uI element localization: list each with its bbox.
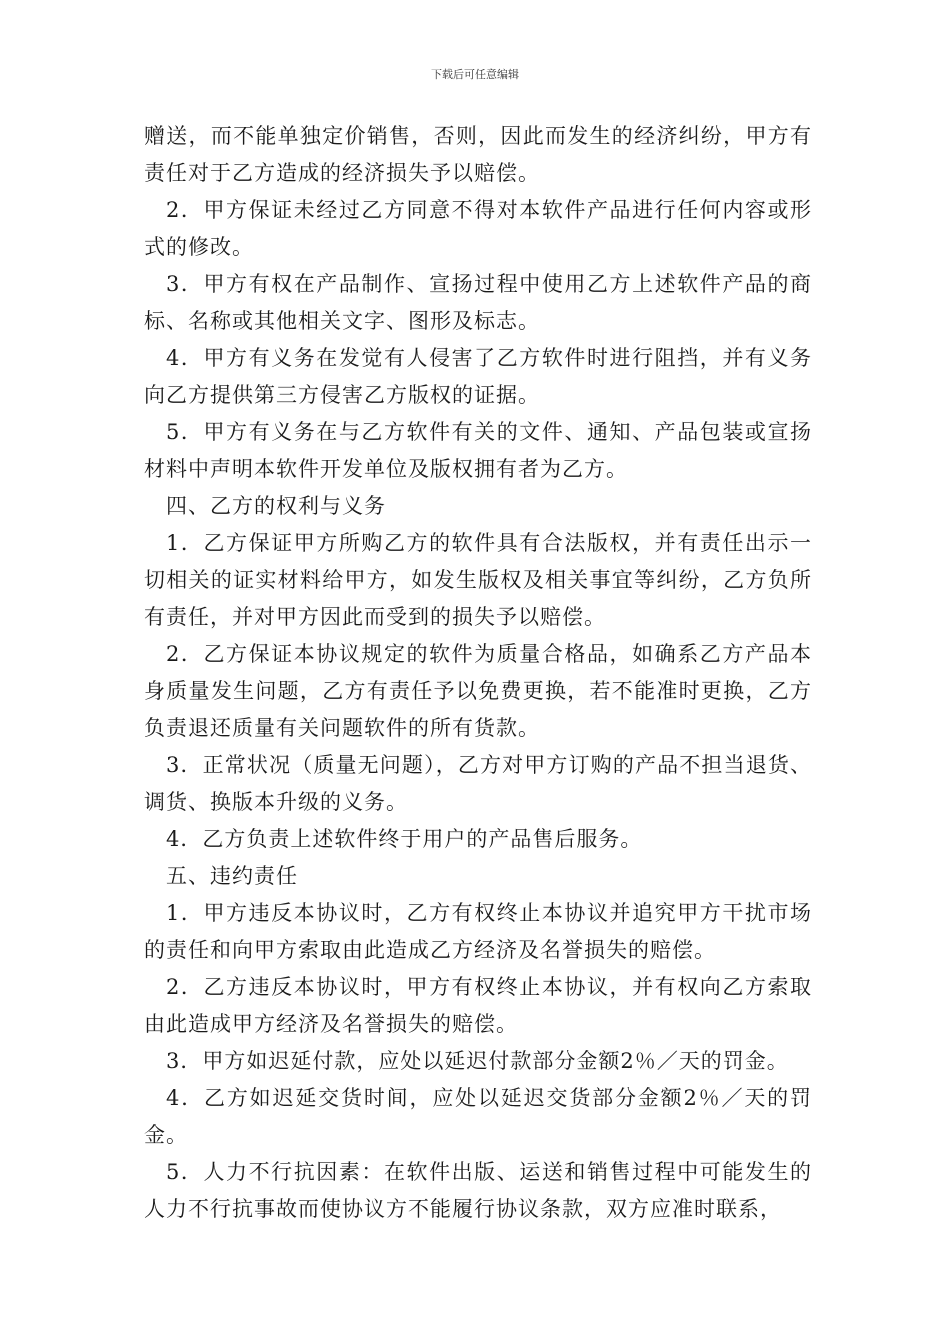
- clause-4-item-4: 4．乙方负责上述软件终于用户的产品售后服务。: [166, 827, 643, 851]
- clause-5-item-2: 2．乙方违反本协议时，甲方有权终止本协议，并有权向乙方索取由此造成甲方经济及名誉损失的赔偿。: [144, 975, 812, 1036]
- clause-5-item-5: 5．人力不行抗因素：在软件出版、运送和销售过程中可能发生的人力不行抗事故而使协议方不能履行协议条款，双方应准时联系，: [144, 1160, 812, 1221]
- clause-3-item-5: 5．甲方有义务在与乙方软件有关的文件、通知、产品包装或宣扬材料中声明本软件开发单位及版权拥有者为乙方。: [144, 420, 812, 481]
- paragraph-continuation: 赠送，而不能单独定价销售，否则，因此而发生的经济纠纷，甲方有责任对于乙方造成的经济损失予以赔偿。: [144, 124, 812, 185]
- clause-5-item-3: 3．甲方如迟延付款，应处以延迟付款部分金额2％／天的罚金。: [166, 1049, 789, 1073]
- clause-3-item-3: 3．甲方有权在产品制作、宣扬过程中使用乙方上述软件产品的商标、名称或其他相关文字、图形及标志。: [144, 272, 812, 333]
- header-note: 下载后可任意编辑: [431, 68, 519, 81]
- clause-4-item-1: 1．乙方保证甲方所购乙方的软件具有合法版权，并有责任出示一切相关的证实材料给甲方，如发生版权及相关事宜等纠纷，乙方负所有责任，并对甲方因此而受到的损失予以赔偿。: [144, 531, 812, 629]
- clause-3-item-4: 4．甲方有义务在发觉有人侵害了乙方软件时进行阻挡，并有义务向乙方提供第三方侵害乙方版权的证据。: [144, 346, 812, 407]
- clause-4-item-2: 2．乙方保证本协议规定的软件为质量合格品，如确系乙方产品本身质量发生问题，乙方有责任予以免费更换，若不能准时更换，乙方负责退还质量有关问题软件的所有货款。: [144, 642, 812, 740]
- document-body: [144, 118, 812, 1228]
- clause-5-item-4: 4．乙方如迟延交货时间，应处以延迟交货部分金额2％／天的罚金。: [144, 1086, 812, 1147]
- clause-5-item-1: 1．甲方违反本协议时，乙方有权终止本协议并追究甲方干扰市场的责任和向甲方索取由此造成乙方经济及名誉损失的赔偿。: [144, 901, 812, 962]
- section-heading-5: 五、违约责任: [166, 864, 298, 888]
- clause-4-item-3: 3．正常状况（质量无问题），乙方对甲方订购的产品不担当退货、调货、换版本升级的义务。: [144, 753, 812, 814]
- section-heading-4: 四、乙方的权利与义务: [166, 494, 386, 518]
- clause-3-item-2: 2．甲方保证未经过乙方同意不得对本软件产品进行任何内容或形式的修改。: [144, 198, 812, 259]
